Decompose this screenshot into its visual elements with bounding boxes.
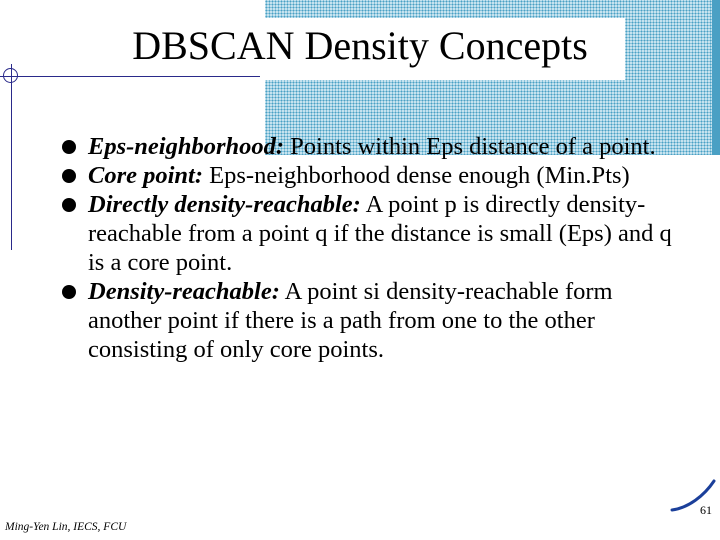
page-number: 61 bbox=[700, 503, 712, 517]
bullet-dot-icon bbox=[62, 140, 76, 154]
bullet-list bbox=[62, 132, 682, 364]
corner-pattern-edge bbox=[712, 0, 720, 155]
crosshair-circle-icon bbox=[3, 68, 18, 83]
horizontal-rule bbox=[0, 76, 260, 77]
vertical-rule bbox=[11, 64, 12, 250]
bullet-text: A point p is directly density-reachable from a point q if the distance is small (Eps) and q is a core point. bbox=[88, 191, 672, 276]
bullet-text: A point si density-reachable form another point if there is a path from one to the other consisting of only core points. bbox=[88, 278, 613, 363]
bullet-item bbox=[62, 277, 682, 364]
bullet-text: Points within Eps distance of a point. bbox=[284, 133, 656, 160]
bullet-term: Eps-neighborhood: bbox=[88, 133, 285, 160]
bullet-item bbox=[62, 190, 682, 277]
bullet-dot-icon bbox=[62, 285, 76, 299]
bullet-dot-icon bbox=[62, 169, 76, 183]
bullet-item bbox=[62, 161, 682, 190]
bullet-term: Density-reachable: bbox=[88, 278, 280, 305]
footer-author: Ming-Yen Lin, IECS, FCU bbox=[5, 521, 127, 533]
bullet-item bbox=[62, 132, 682, 161]
bullet-dot-icon bbox=[62, 198, 76, 212]
bullet-text: Eps-neighborhood dense enough (Min.Pts) bbox=[203, 162, 630, 189]
bullet-term: Core point: bbox=[88, 162, 204, 189]
bullet-term: Directly density-reachable: bbox=[88, 191, 361, 218]
slide-title: DBSCAN Density Concepts bbox=[132, 23, 588, 68]
